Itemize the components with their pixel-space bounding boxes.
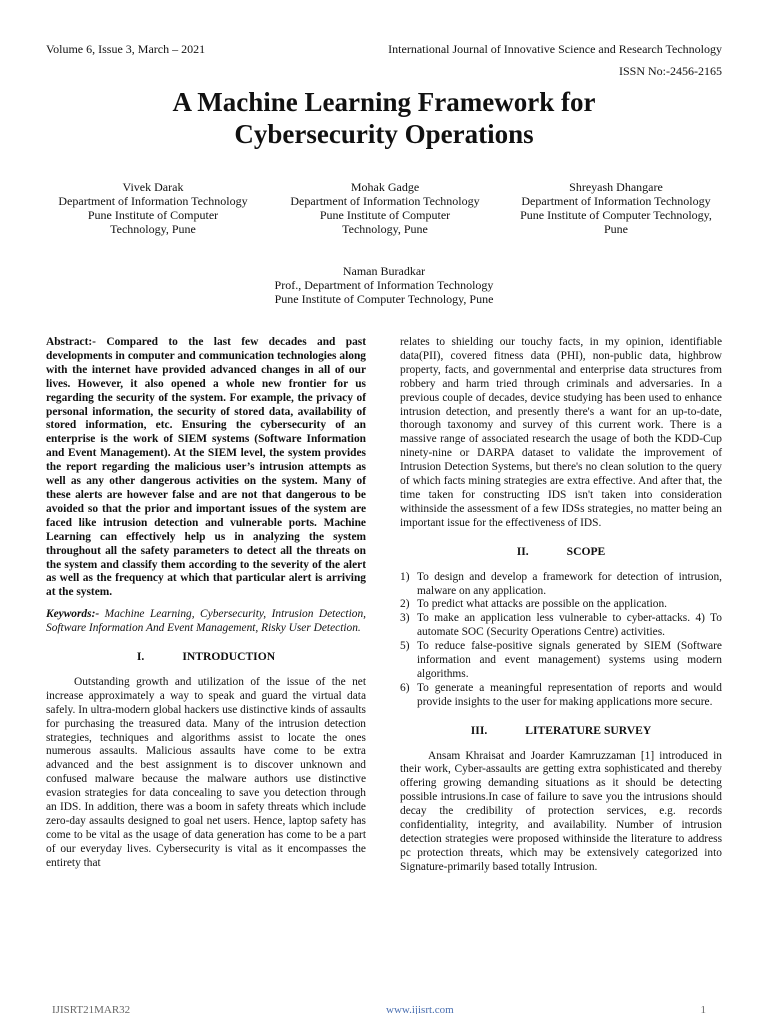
paper-title [0, 86, 768, 150]
author-name: Shreyash Dhangare [569, 180, 663, 194]
scope-list [400, 571, 722, 710]
keywords-text: Machine Learning, Cybersecurity, Intrusion Detection, Software Information And Event Management, Risky User Detection. [46, 608, 366, 635]
keywords-label: Keywords:- [46, 608, 100, 621]
page-number: 1 [700, 1004, 706, 1014]
abstract: Abstract:- Compared to the last few decades and past developments in computer and communication technologies along with the internet have provided advanced changes in all of our lives. However, it also opened a whole new frontier for us regarding the security of the system. For example, the privacy of personal information, the security of stored data, availability of stored information, etc. Ensuring the cybersecurity of an enterprise is the work of SIEM systems (Software Information and Event Management). At the SIEM level, the system provides the report regarding the malicious user’s intrusion attempts as well as any other dangerous activities on the system. Many of these alerts are however false and are not that dangerous to be avoided so that the prior and important issues of the system are faced like intrusion detection and vulnerable ports. Machine Learning can effectively help us in analyzing the system throughout all the safety parameters to detect all the threats on the system and classify them according to the severity of the alert as well as the frequency at which that particular alert is arriving at the system. [46, 336, 366, 599]
list-item-text: To design and develop a framework for detection of intrusion, malware on any application. [417, 570, 722, 597]
author-inst: Pune Institute of Computer Technology, Pune [319, 208, 451, 236]
introduction-text: Outstanding growth and utilization of the issue of the net increase approximately a way to speak and guard the virtual data safely. In ultra-modern global hackers use distinctive kinds of assaults for purchasing the treasured data. Many of the intrusion detection strategies, techniques and algorithms assist to locate the ones numerous assaults. Malicious assaults have come to be extra advanced and the best assignment is to discover unknown and confused malware because the malware authors use distinctive evasion strategies for data concealing to save you detection through an IDS. In addition, there was a boom in safety threats which include zero-day assaults designed to goal net users. Hence, laptop safety has come to be vital as the usage of data generation has come to be a part of our everyday lives. Cybersecurity is vital as it encompasses the entirety that [46, 675, 366, 869]
volume-issue: Volume 6, Issue 3, March – 2021 [46, 42, 206, 56]
section-heading-introduction [46, 650, 366, 664]
author-dept: Department of Information Technology [290, 194, 480, 208]
section-title: SCOPE [566, 544, 606, 558]
keywords [46, 608, 366, 636]
section-number: III. [470, 723, 488, 737]
section-heading-literature-survey [400, 724, 722, 738]
left-column [46, 336, 366, 871]
list-item-number: 6) [400, 681, 410, 694]
author-inst: Pune Institute of Computer Technology, Pune [274, 292, 494, 306]
author-inst: Pune Institute of Computer Technology, Pune [520, 208, 712, 236]
author-name: Naman Buradkar [342, 264, 426, 278]
author-4 [200, 264, 568, 306]
author-dept: Prof., Department of Information Technology [274, 278, 494, 292]
list-item-number: 1) [400, 570, 410, 583]
list-item-number: 2) [400, 598, 410, 611]
author-2 [272, 180, 498, 236]
list-item [400, 612, 722, 640]
section-heading-scope [400, 545, 722, 559]
list-item-number: 5) [400, 640, 410, 653]
section-title: LITERATURE SURVEY [525, 723, 652, 737]
list-item [400, 682, 722, 710]
list-item-number: 3) [400, 612, 410, 625]
author-name: Vivek Darak [122, 180, 184, 194]
author-dept: Department of Information Technology [521, 194, 711, 208]
paper-id: IJISRT21MAR32 [52, 1004, 131, 1014]
author-inst: Pune Institute of Computer Technology, Pune [87, 208, 219, 236]
list-item-text: To reduce false-positive signals generated by SIEM (Software information and event management) systems using modern algorithms. [417, 640, 722, 680]
paper-title-line-2: Cybersecurity Operations [234, 119, 534, 149]
author-3 [500, 180, 732, 236]
introduction-continued-text: relates to shielding our touchy facts, in my opinion, identifiable data(PII), covered fitness data (PHI), non-public data, highbrow property, facts, and governmental and enterprise data structures from robbery and harm tried through criminals and adversaries. In a previous couple of decades, device studying has been used to enhance intrusion detection, and presently there's a want for an up-to-date, thorough taxonomy and survey of this current work. There is a massive range of associated research the usage of both the KDD-Cup ninety-nine or DARPA dataset to validate the improvement of Intrusion Detection Systems, but there's no clean solution to the query of which facts mining strategies are extra effective. And after that, the time taken for constructing IDS isn't taken into consideration withinside the assessment of a few IDSs strategies, no matter being an important issue for the effectiveness of IDS. [400, 336, 722, 529]
right-column [400, 336, 722, 875]
list-item-text: To make an application less vulnerable to cyber-attacks. 4) To automate SOC (Security Operations Centre) activities. [417, 612, 722, 639]
section-number: I. [136, 650, 145, 664]
author-dept: Department of Information Technology [58, 194, 248, 208]
list-item-text: To predict what attacks are possible on the application. [417, 598, 668, 611]
section-title: INTRODUCTION [182, 650, 276, 664]
author-1 [40, 180, 266, 236]
journal-name: International Journal of Innovative Science and Research Technology [388, 42, 722, 56]
journal-website-link[interactable]: www.ijisrt.com [386, 1004, 454, 1014]
author-name: Mohak Gadge [350, 180, 420, 194]
literature-survey-text: Ansam Khraisat and Joarder Kamruzzaman [1] introduced in their work, Cyber-assaults are getting extra sophisticated and thereby offering growing demanding situations as it should be detecting possible intrusions.In case of failure to save you the intrusions should decay the credibility of protection services, e.g. records confidentiality, integrity, and availability. Number of intrusion detection strategies were proposed withinside the literature to address pc protection threats, which may be extensively categorized into Signature-primarily based totally Intrusion. [400, 749, 722, 873]
paper-title-line-1: A Machine Learning Framework for [172, 87, 596, 117]
list-item [400, 598, 722, 612]
issn: ISSN No:-2456-2165 [618, 64, 722, 78]
list-item [400, 571, 722, 599]
page-footer [46, 1000, 722, 1014]
section-number: II. [516, 544, 529, 558]
list-item-text: To generate a meaningful representation of reports and would provide insights to the user for making applications more secure. [417, 681, 722, 708]
list-item [400, 640, 722, 682]
